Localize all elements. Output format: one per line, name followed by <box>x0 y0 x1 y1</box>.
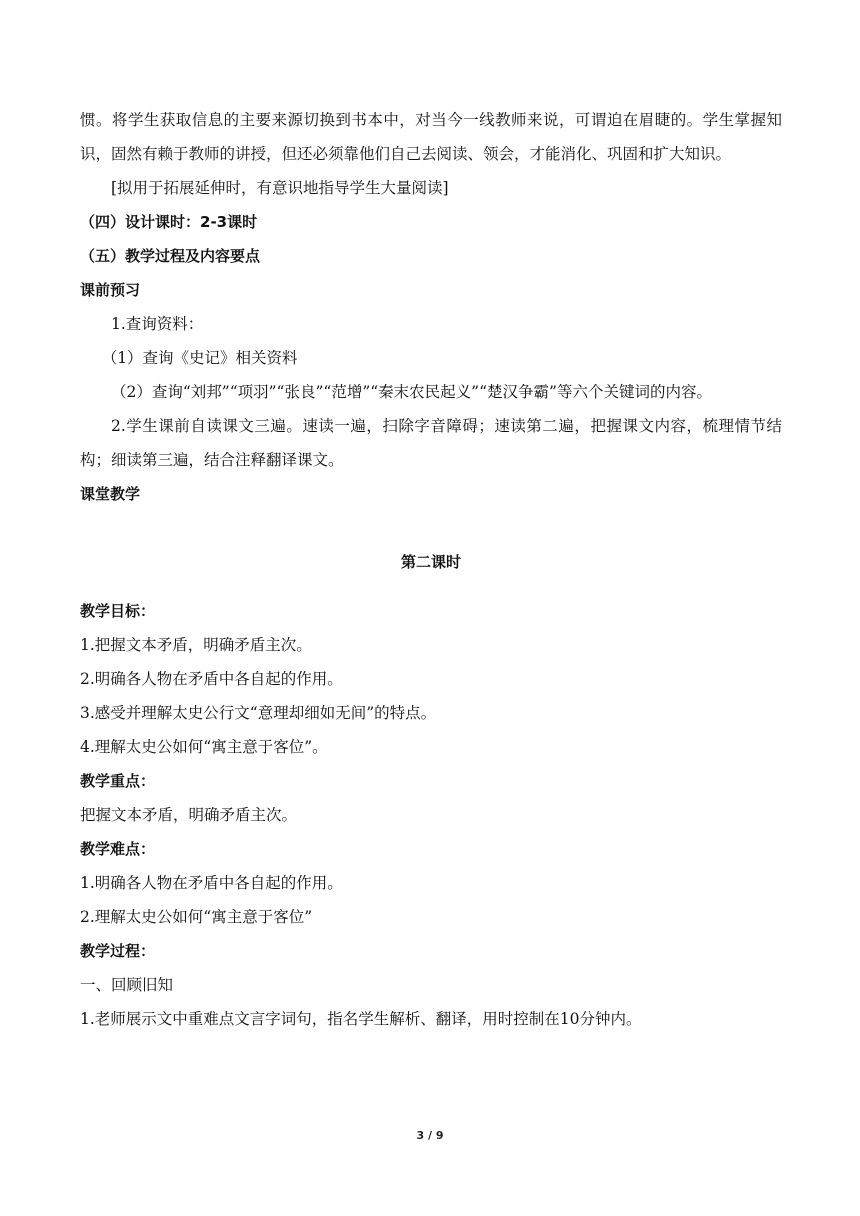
heading-objectives: 教学目标： <box>80 602 156 620</box>
list-item: 4.理解太史公如何“寓主意于客位”。 <box>80 738 328 756</box>
list-item: 一、回顾旧知 <box>80 976 174 994</box>
heading-teaching-process: （五）教学过程及内容要点 <box>80 247 261 265</box>
heading-process: 教学过程： <box>80 942 156 960</box>
paragraph-reading-habit: 惯。将学生获取信息的主要来源切换到书本中，对当今一线教师来说，可谓迫在眉睫的。学生掌握知识，固然有赖于教师的讲授，但还必须靠他们自己去阅读、领会，才能消化、巩固和扩大知识。 <box>80 111 782 163</box>
heading-difficulties: 教学难点： <box>80 840 156 858</box>
list-item: （2）查询“刘邦”“项羽”“张良”“范增”“秦末农民起义”“楚汉争霸”等六个关键词的内容。 <box>111 383 712 401</box>
list-item: （1）查询《史记》相关资料 <box>101 349 298 367</box>
list-item: 3.感受并理解太史公行文“意理却细如无间”的特点。 <box>80 704 437 722</box>
paragraph-note: [拟用于拓展延伸时，有意识地指导学生大量阅读] <box>111 179 449 197</box>
list-item: 2.明确各人物在矛盾中各自起的作用。 <box>80 670 343 688</box>
list-item: 1.把握文本矛盾，明确矛盾主次。 <box>80 636 312 654</box>
heading-classroom: 课堂教学 <box>80 485 141 503</box>
list-item: 2.学生课前自读课文三遍。速读一遍，扫除字音障碍；速读第二遍，把握课文内容，梳理情节结构；细读第三遍，结合注释翻译课文。 <box>80 417 782 469</box>
list-item: 1.查询资料： <box>111 315 204 333</box>
list-item: 1.老师展示文中重难点文言字词句，指名学生解析、翻译，用时控制在10分钟内。 <box>80 1010 642 1028</box>
list-item: 1.明确各人物在矛盾中各自起的作用。 <box>80 874 343 892</box>
list-item: 把握文本矛盾，明确矛盾主次。 <box>80 806 298 824</box>
heading-preview: 课前预习 <box>80 281 141 299</box>
list-item: 2.理解太史公如何“寓主意于客位” <box>80 908 313 926</box>
section-title: 第二课时 <box>400 553 461 571</box>
page-number: 3 / 9 <box>416 1129 444 1142</box>
heading-key-points: 教学重点： <box>80 772 156 790</box>
document-body <box>80 103 782 1036</box>
heading-design-hours: （四）设计课时：2-3课时 <box>80 213 258 231</box>
